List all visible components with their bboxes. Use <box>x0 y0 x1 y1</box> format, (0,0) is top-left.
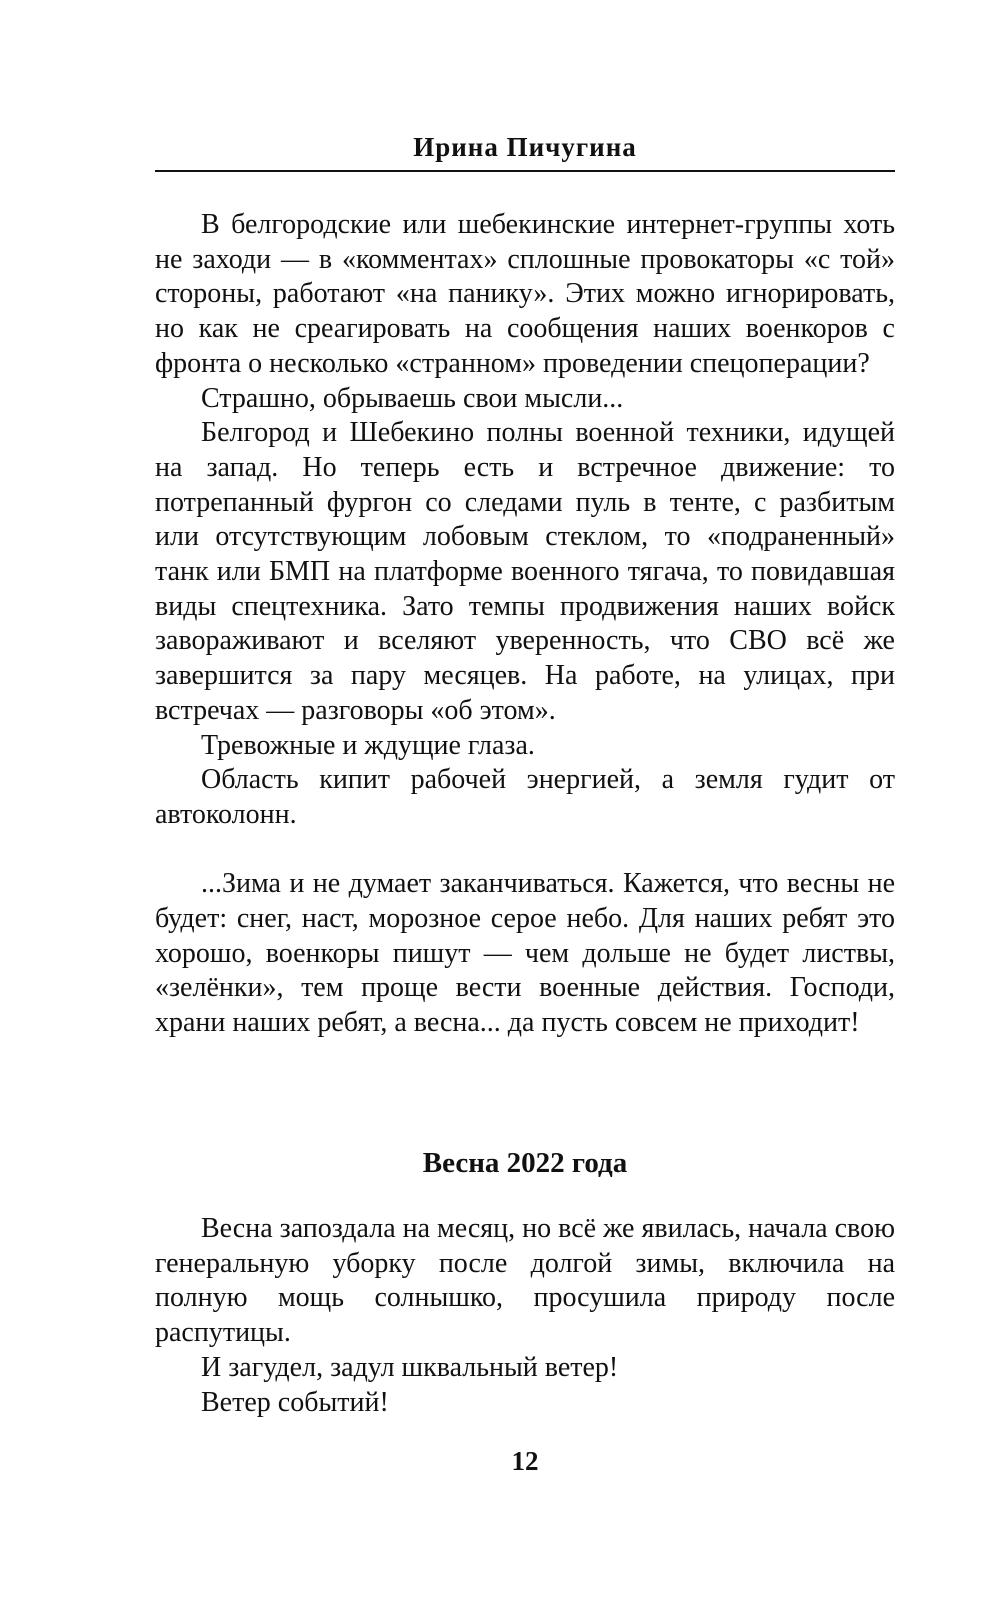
page-number: 12 <box>511 1446 539 1476</box>
header-rule <box>155 170 895 172</box>
text-block-2 <box>155 1212 895 1420</box>
paragraph: Тревожные и ждущие глаза. <box>201 729 535 761</box>
paragraph: ...Зима и не думает заканчиваться. Кажется, что весны не будет: снег, наст, морозное серое небо. Для наших ребят это хорошо, военкоры пишут — чем дольше не будет листвы, «зелёнки», тем проще вести военные действия. Господи, храни наших ребят, а весна... да пусть совсем не приходит! <box>155 868 895 1039</box>
paragraph: Весна запоздала на месяц, но всё же явилась, начала свою генеральную уборку после долгой зимы, включила на полную мощь солнышко, просушила природу после распутицы. <box>155 1213 895 1349</box>
text-block-1 <box>155 208 895 1041</box>
paragraph: В белгородские или шебекинские интернет-группы хоть не заходи — в «комментах» сплошные провокаторы «с той» стороны, работают «на панику». Этих можно игнорировать, но как не среагировать на сообщения наших военкоров с фронта о несколько «странном» проведении спецоперации? <box>155 209 895 379</box>
paragraph: Страшно, обрываешь свои мысли... <box>201 382 624 414</box>
paragraph: Область кипит рабочей энергией, а земля гудит от автоколонн. <box>155 764 895 830</box>
paragraph: Ветер событий! <box>201 1386 389 1418</box>
paragraph: И загудел, задул шквальный ветер! <box>201 1351 619 1383</box>
section-heading: Весна 2022 года <box>422 1147 628 1179</box>
blank-line <box>155 833 895 868</box>
running-head-author: Ирина Пичугина <box>413 132 637 162</box>
paragraph: Белгород и Шебекино полны военной техники, идущей на запад. Но теперь есть и встречное движение: то потрепанный фургон со следами пуль в тенте, с разбитым или отсутствующим лобовым стеклом, то «подраненный» танк или БМП на платформе военного тягача, то повидавшая виды спецтехника. Зато темпы продвижения наших войск завораживают и вселяют уверенность, что СВО всё же завершится за пару месяцев. На работе, на улицах, при встречах — разговоры «об этом». <box>155 417 895 726</box>
